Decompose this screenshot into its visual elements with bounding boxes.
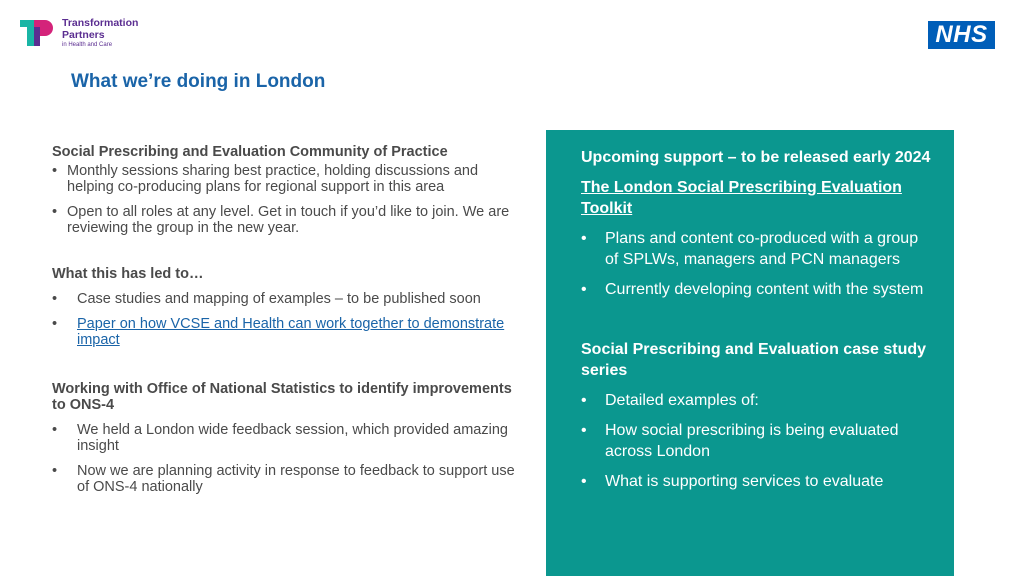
toolkit-link[interactable]: The London Social Prescribing Evaluation Toolkit [581, 179, 902, 217]
bullet-icon: • [52, 316, 58, 332]
list-item [52, 463, 522, 495]
case-bullet-1: Detailed examples of: [605, 392, 759, 409]
community-bullet-1: Monthly sessions sharing best practice, holding discussions and helping co-producing plans for regional support in this area [67, 163, 479, 195]
list-item [581, 228, 931, 270]
case-bullet-2: How social prescribing is being evaluated across London [605, 422, 899, 460]
led-to-heading: What this has led to… [52, 266, 204, 282]
ons-bullet-1: We held a London wide feedback session, which provided amazing insight [77, 422, 508, 454]
list-item [52, 291, 522, 307]
logo-line-1: Transformation [62, 17, 139, 29]
tpp-logo [20, 18, 138, 48]
nhs-logo: NHS [928, 21, 995, 49]
list-item [52, 316, 522, 348]
page-title: What we’re doing in London [71, 71, 326, 92]
bullet-icon: • [52, 422, 58, 438]
list-item [581, 279, 931, 300]
ons-bullet-2: Now we are planning activity in response to feedback to support use of ONS-4 nationally [77, 463, 515, 495]
list-item [52, 204, 522, 236]
community-heading: Social Prescribing and Evaluation Community of Practice [52, 144, 448, 160]
bullet-icon: • [52, 163, 58, 179]
toolkit-bullet-1: Plans and content co-produced with a group of SPLWs, managers and PCN managers [605, 230, 919, 268]
bullet-icon: • [52, 291, 58, 307]
list-item [581, 420, 931, 462]
list-item [52, 422, 522, 454]
bullet-icon: • [52, 204, 58, 220]
list-item [581, 471, 931, 492]
community-bullet-2: Open to all roles at any level. Get in touch if you’d like to join. We are reviewing the group in the new year. [67, 204, 510, 236]
case-study-heading: Social Prescribing and Evaluation case study series [581, 341, 927, 379]
toolkit-bullet-2: Currently developing content with the system [605, 281, 924, 298]
vcse-paper-link[interactable]: Paper on how VCSE and Health can work together to demonstrate impact [77, 316, 505, 348]
bullet-icon: • [581, 422, 587, 439]
upcoming-heading: Upcoming support – to be released early 2024 [581, 149, 931, 166]
logo-line-2: Partners [62, 28, 105, 41]
led-to-bullet-1: Case studies and mapping of examples – to be published soon [77, 291, 481, 307]
bullet-icon: • [581, 473, 587, 490]
list-item [52, 163, 522, 195]
logo-line-3: in Health and Care [62, 42, 113, 48]
case-bullet-3: What is supporting services to evaluate [605, 473, 884, 490]
bullet-icon: • [581, 392, 587, 409]
bullet-icon: • [52, 463, 58, 479]
upcoming-support-panel [546, 130, 954, 576]
bullet-icon: • [581, 281, 587, 298]
left-column [52, 144, 522, 495]
tpp-logo-mark-icon [20, 18, 56, 48]
bullet-icon: • [581, 230, 587, 247]
ons-heading: Working with Office of National Statistics to identify improvements to ONS-4 [52, 381, 512, 413]
list-item [581, 390, 931, 411]
